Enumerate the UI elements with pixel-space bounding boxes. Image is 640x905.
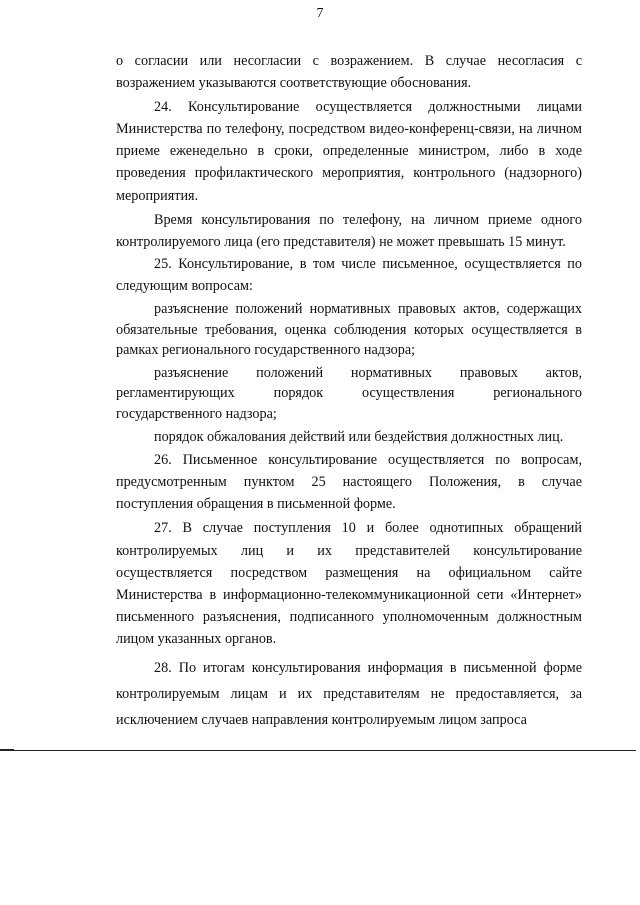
page-number: 7 (316, 6, 324, 21)
paragraph-25: 25. Консультирование, в том числе письменное, осуществляется по следующим вопросам: (116, 255, 582, 294)
list-item-explanation-requirements: разъяснение положений нормативных правовых актов, содержащих обязательные требования, оценка соблюдения которых осуществляется в рамках регионального государственного надзора; (116, 301, 582, 359)
paragraph-27: 27. В случае поступления 10 и более однотипных обращений контролируемых лиц и их представителей консультирование осуществляется посредством размещения на официальном сайте Министерства в информационно-телекоммуникационной сети «Интернет» письменного разъяснения, подписанного уполномоченным должностным лицом указанных органов. (116, 520, 582, 647)
paragraph-consultation-time: Время консультирования по телефону, на личном приеме одного контролируемого лица (его представителя) не может превышать 15 минут. (116, 211, 582, 250)
document-body (116, 50, 582, 733)
footer-divider (8, 750, 636, 751)
list-item-appeal-procedure: порядок обжалования действий или бездействия должностных лиц. (154, 428, 564, 445)
footer-divider-mark (0, 749, 14, 751)
list-item-explanation-regulations: разъяснение положений нормативных правовых актов, регламентирующих порядок осуществления регионального государственного надзора; (116, 364, 582, 422)
paragraph-26: 26. Письменное консультирование осуществляется по вопросам, предусмотренным пунктом 25 настоящего Положения, в случае поступления обращения в письменной форме. (116, 452, 582, 513)
paragraph-continuation: о согласии или несогласии с возражением. В случае несогласия с возражением указываются соответствующие обоснования. (116, 53, 582, 92)
paragraph-28: 28. По итогам консультирования информация в письменной форме контролируемым лицам и их представителям не предоставляется, за исключением случаев направления контролируемым лицом запроса (116, 660, 582, 729)
paragraph-24: 24. Консультирование осуществляется должностными лицами Министерства по телефону, посредством видео-конференц-связи, на личном приеме еженедельно в сроки, определенные министром, либо в ходе проведения профилактического мероприятия, контрольного (надзорного) мероприятия. (116, 99, 582, 204)
